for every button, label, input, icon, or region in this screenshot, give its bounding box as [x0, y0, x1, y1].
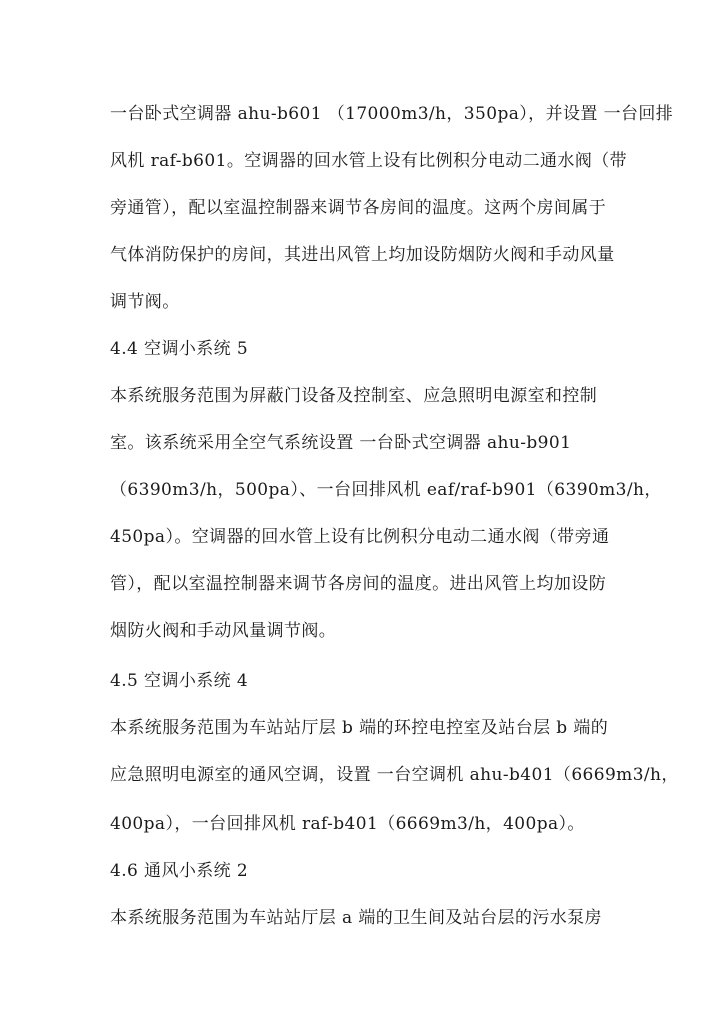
text-line-12: 烟防火阀和手动风量调节阀。 — [110, 621, 337, 641]
text-line-16: 400pa），一台回排风机 raf-b401（6669m3/h，400pa）。 — [110, 814, 585, 834]
text-line-10: 450pa）。空调器的回水管上设有比例积分电动二通水阀（带旁通 — [110, 527, 610, 547]
section-heading-4-5: 4.5 空调小系统 4 — [110, 671, 249, 691]
text-line-18: 本系统服务范围为车站站厅层 a 端的卫生间及站台层的污水泵房 — [110, 908, 602, 928]
text-line-1: 一台卧式空调器 ahu-b601 （17000m3/h，350pa），并设置 一台回排 — [110, 104, 674, 124]
text-line-8: 室。该系统采用全空气系统设置 一台卧式空调器 ahu-b901 — [110, 433, 572, 453]
text-line-9: （6390m3/h，500pa）、一台回排风机 eaf/raf-b901（6390m3/h， — [110, 480, 662, 500]
text-line-7: 本系统服务范围为屏蔽门设备及控制室、应急照明电源室和控制 — [110, 386, 598, 406]
text-line-14: 本系统服务范围为车站站厅层 b 端的环控电控室及站台层 b 端的 — [110, 718, 609, 738]
text-line-5: 调节阀。 — [110, 292, 180, 312]
text-line-15: 应急照明电源室的通风空调，设置 一台空调机 ahu-b401（6669m3/h， — [110, 765, 679, 785]
text-line-4: 气体消防保护的房间，其进出风管上均加设防烟防火阀和手动风量 — [110, 245, 615, 265]
section-heading-4-6: 4.6 通风小系统 2 — [110, 861, 249, 881]
section-heading-4-4: 4.4 空调小系统 5 — [110, 339, 249, 359]
text-line-11: 管），配以室温控制器来调节各房间的温度。进出风管上均加设防 — [110, 574, 607, 594]
text-line-3: 旁通管），配以室温控制器来调节各房间的温度。这两个房间属于 — [110, 198, 607, 218]
text-line-2: 风机 raf-b601。空调器的回水管上设有比例积分电动二通水阀（带 — [110, 151, 628, 171]
